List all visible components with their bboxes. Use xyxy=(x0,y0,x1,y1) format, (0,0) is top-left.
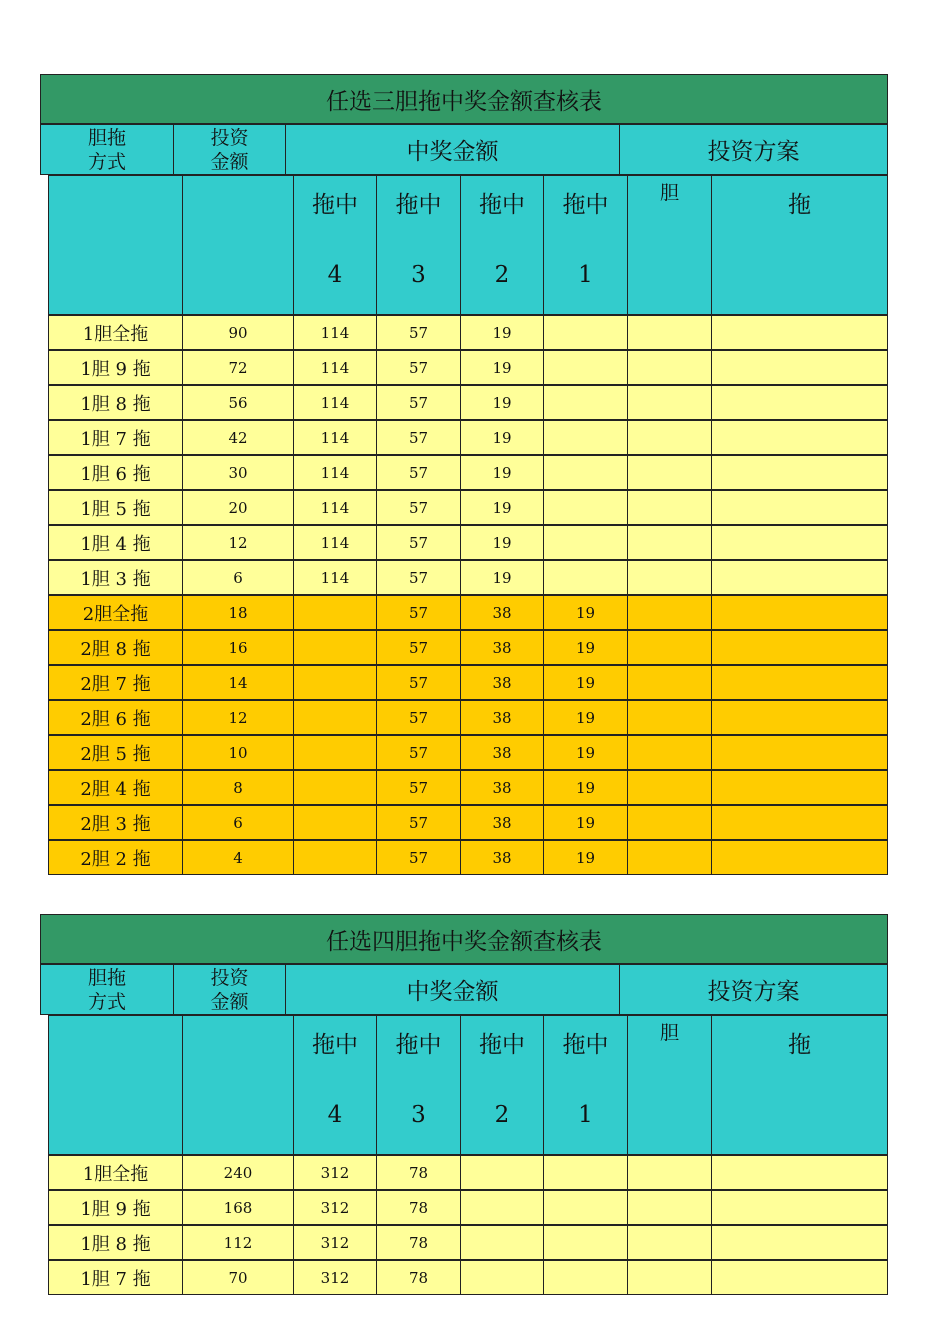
tuo2-cell: 38 xyxy=(460,595,544,630)
tuo3-cell: 78 xyxy=(376,1155,461,1190)
tuo2-cell: 38 xyxy=(460,630,544,665)
mode-cell: 1胆 8 拖 xyxy=(48,1225,183,1260)
header-dan xyxy=(627,1015,712,1155)
invest-cell: 240 xyxy=(182,1155,294,1190)
tuo2-cell: 38 xyxy=(460,700,544,735)
invest-cell: 90 xyxy=(182,315,294,350)
mode-cell: 2胆 5 拖 xyxy=(48,735,183,770)
header-blank-invest xyxy=(182,175,294,315)
tuo-label: 拖中 xyxy=(312,1032,358,1058)
tuo4-cell xyxy=(293,805,377,840)
table-body xyxy=(48,315,888,875)
header-plan: 投资方案 xyxy=(619,124,888,175)
dan-cell xyxy=(627,490,712,525)
tuo1-cell: 19 xyxy=(543,805,628,840)
tuo1-cell: 19 xyxy=(543,840,628,875)
tuo2-cell: 19 xyxy=(460,455,544,490)
header-invest xyxy=(173,964,286,1015)
tuo1-cell: 19 xyxy=(543,700,628,735)
tuo1-cell xyxy=(543,420,628,455)
tuo3-cell: 57 xyxy=(376,455,461,490)
header-tuo-4 xyxy=(293,175,377,315)
invest-cell: 42 xyxy=(182,420,294,455)
tuo-label: 拖中 xyxy=(562,1032,609,1058)
header-prize: 中奖金额 xyxy=(285,964,620,1015)
tuo4-cell: 312 xyxy=(293,1190,377,1225)
invest-cell: 14 xyxy=(182,665,294,700)
tuo3-cell: 57 xyxy=(376,735,461,770)
tuo3-cell: 57 xyxy=(376,805,461,840)
dan-cell xyxy=(627,350,712,385)
tuo1-cell: 19 xyxy=(543,630,628,665)
invest-cell: 12 xyxy=(182,700,294,735)
header-row-1 xyxy=(40,124,888,175)
tuo3-cell: 57 xyxy=(376,665,461,700)
tuo1-cell: 19 xyxy=(543,735,628,770)
tuo2-cell xyxy=(460,1155,544,1190)
tuo4-cell xyxy=(293,630,377,665)
tuo3-cell: 57 xyxy=(376,630,461,665)
tuo4-cell: 114 xyxy=(293,525,377,560)
tuo-label: 拖中 xyxy=(479,192,525,218)
tuo-plan-cell xyxy=(711,735,888,770)
tuo3-cell: 57 xyxy=(376,350,461,385)
invest-cell: 6 xyxy=(182,560,294,595)
header-row-2 xyxy=(48,175,888,315)
tuo1-cell xyxy=(543,525,628,560)
tuo-plan-cell xyxy=(711,1225,888,1260)
tuo2-cell: 19 xyxy=(460,350,544,385)
tuo3-cell: 78 xyxy=(376,1225,461,1260)
invest-cell: 72 xyxy=(182,350,294,385)
dan-cell xyxy=(627,1260,712,1295)
table-row xyxy=(48,595,888,630)
tuo-plan-cell xyxy=(711,770,888,805)
tuo1-cell xyxy=(543,350,628,385)
tuo1-cell xyxy=(543,1155,628,1190)
mode-cell: 1胆全拖 xyxy=(48,1155,183,1190)
header-tuo-2 xyxy=(460,1015,544,1155)
tuo-plan-cell xyxy=(711,665,888,700)
tuo-number: 3 xyxy=(411,262,426,288)
dan-label: 胆 xyxy=(659,1022,679,1044)
table-row xyxy=(48,1190,888,1225)
invest-cell: 6 xyxy=(182,805,294,840)
tuo3-cell: 78 xyxy=(376,1260,461,1295)
tuo-label: 拖中 xyxy=(395,192,442,218)
table-row xyxy=(48,525,888,560)
header-tuo-plan xyxy=(711,175,888,315)
tuo3-cell: 57 xyxy=(376,315,461,350)
header-blank-mode xyxy=(48,1015,183,1155)
tuo-plan-label: 拖 xyxy=(788,1032,811,1058)
dan-cell xyxy=(627,1155,712,1190)
table-row xyxy=(48,420,888,455)
header-mode-label: 胆拖 方式 xyxy=(87,966,126,1013)
header-tuo-3 xyxy=(376,1015,461,1155)
invest-cell: 18 xyxy=(182,595,294,630)
tuo-number: 2 xyxy=(494,262,510,288)
header-prize: 中奖金额 xyxy=(285,124,620,175)
tuo1-cell xyxy=(543,1190,628,1225)
tuo-plan-cell xyxy=(711,840,888,875)
header-mode-label: 胆拖 方式 xyxy=(87,126,126,173)
table-row xyxy=(48,700,888,735)
invest-cell: 112 xyxy=(182,1225,294,1260)
tuo3-cell: 57 xyxy=(376,420,461,455)
table-row xyxy=(48,805,888,840)
tuo1-cell xyxy=(543,385,628,420)
tuo-number: 1 xyxy=(578,262,593,288)
tuo3-cell: 57 xyxy=(376,525,461,560)
tuo4-cell xyxy=(293,735,377,770)
tuo-plan-cell xyxy=(711,525,888,560)
mode-cell: 1胆 7 拖 xyxy=(48,1260,183,1295)
header-tuo-plan xyxy=(711,1015,888,1155)
dan-cell xyxy=(627,735,712,770)
header-blank-invest xyxy=(182,1015,294,1155)
dan-cell xyxy=(627,420,712,455)
invest-cell: 20 xyxy=(182,490,294,525)
tuo1-cell xyxy=(543,560,628,595)
invest-cell: 4 xyxy=(182,840,294,875)
tuo4-cell xyxy=(293,770,377,805)
header-tuo-2 xyxy=(460,175,544,315)
tuo2-cell: 38 xyxy=(460,840,544,875)
tuo-label: 拖中 xyxy=(479,1032,525,1058)
tuo4-cell: 114 xyxy=(293,560,377,595)
dan-cell xyxy=(627,595,712,630)
invest-cell: 16 xyxy=(182,630,294,665)
header-row-1 xyxy=(40,964,888,1015)
header-mode xyxy=(40,124,174,175)
table-row xyxy=(48,455,888,490)
table-row xyxy=(48,630,888,665)
header-blank-mode xyxy=(48,175,183,315)
tuo3-cell: 57 xyxy=(376,770,461,805)
mode-cell: 2胆 4 拖 xyxy=(48,770,183,805)
tuo2-cell: 19 xyxy=(460,560,544,595)
tuo1-cell xyxy=(543,1260,628,1295)
table-row xyxy=(48,490,888,525)
dan-label: 胆 xyxy=(659,182,679,204)
tuo3-cell: 57 xyxy=(376,490,461,525)
table-2 xyxy=(40,914,888,1295)
dan-cell xyxy=(627,700,712,735)
tuo-plan-cell xyxy=(711,1190,888,1225)
mode-cell: 2胆 2 拖 xyxy=(48,840,183,875)
tuo1-cell xyxy=(543,490,628,525)
tuo-plan-cell xyxy=(711,1155,888,1190)
tuo3-cell: 57 xyxy=(376,700,461,735)
mode-cell: 2胆 8 拖 xyxy=(48,630,183,665)
table-row xyxy=(48,840,888,875)
mode-cell: 1胆 5 拖 xyxy=(48,490,183,525)
table-row xyxy=(48,1225,888,1260)
dan-cell xyxy=(627,385,712,420)
tuo-plan-cell xyxy=(711,490,888,525)
tuo4-cell: 114 xyxy=(293,420,377,455)
dan-cell xyxy=(627,1190,712,1225)
table-row xyxy=(48,735,888,770)
header-tuo-1 xyxy=(543,175,628,315)
tuo2-cell: 38 xyxy=(460,770,544,805)
header-plan: 投资方案 xyxy=(619,964,888,1015)
tuo4-cell: 114 xyxy=(293,385,377,420)
mode-cell: 1胆 9 拖 xyxy=(48,1190,183,1225)
tuo4-cell xyxy=(293,595,377,630)
invest-cell: 10 xyxy=(182,735,294,770)
tuo2-cell: 19 xyxy=(460,385,544,420)
header-invest-label: 投资 金额 xyxy=(210,126,249,173)
dan-cell xyxy=(627,1225,712,1260)
tuo4-cell xyxy=(293,665,377,700)
header-dan xyxy=(627,175,712,315)
tuo2-cell: 19 xyxy=(460,420,544,455)
tuo4-cell: 114 xyxy=(293,350,377,385)
invest-cell: 168 xyxy=(182,1190,294,1225)
tuo3-cell: 57 xyxy=(376,560,461,595)
tuo-number: 4 xyxy=(327,262,343,288)
tuo4-cell: 312 xyxy=(293,1225,377,1260)
tuo-plan-cell xyxy=(711,455,888,490)
mode-cell: 1胆 7 拖 xyxy=(48,420,183,455)
tuo2-cell: 38 xyxy=(460,735,544,770)
invest-cell: 30 xyxy=(182,455,294,490)
tuo-plan-cell xyxy=(711,630,888,665)
tuo3-cell: 57 xyxy=(376,385,461,420)
invest-cell: 56 xyxy=(182,385,294,420)
tuo2-cell: 38 xyxy=(460,805,544,840)
header-tuo-3 xyxy=(376,175,461,315)
tuo-plan-cell xyxy=(711,595,888,630)
mode-cell: 2胆全拖 xyxy=(48,595,183,630)
table-row xyxy=(48,315,888,350)
tuo3-cell: 57 xyxy=(376,595,461,630)
mode-cell: 1胆 6 拖 xyxy=(48,455,183,490)
tuo2-cell: 19 xyxy=(460,490,544,525)
tuo1-cell xyxy=(543,315,628,350)
tuo4-cell: 114 xyxy=(293,315,377,350)
table-row xyxy=(48,385,888,420)
dan-cell xyxy=(627,525,712,560)
tuo-number: 1 xyxy=(578,1102,593,1128)
dan-cell xyxy=(627,315,712,350)
table-1 xyxy=(40,74,888,875)
table-row xyxy=(48,560,888,595)
tuo-label: 拖中 xyxy=(395,1032,442,1058)
tuo4-cell: 312 xyxy=(293,1260,377,1295)
table-row xyxy=(48,1260,888,1295)
tuo4-cell: 114 xyxy=(293,490,377,525)
tuo-number: 4 xyxy=(327,1102,343,1128)
tuo2-cell: 19 xyxy=(460,525,544,560)
dan-cell xyxy=(627,560,712,595)
header-mode xyxy=(40,964,174,1015)
tuo4-cell xyxy=(293,840,377,875)
tuo1-cell xyxy=(543,1225,628,1260)
mode-cell: 1胆全拖 xyxy=(48,315,183,350)
tuo4-cell: 114 xyxy=(293,455,377,490)
tuo-plan-label: 拖 xyxy=(788,192,811,218)
table-row xyxy=(48,1155,888,1190)
table-title: 任选四胆拖中奖金额查核表 xyxy=(40,914,888,964)
dan-cell xyxy=(627,770,712,805)
tuo-label: 拖中 xyxy=(312,192,358,218)
header-row-2 xyxy=(48,1015,888,1155)
tuo1-cell xyxy=(543,455,628,490)
tuo1-cell: 19 xyxy=(543,595,628,630)
tuo-plan-cell xyxy=(711,805,888,840)
invest-cell: 70 xyxy=(182,1260,294,1295)
dan-cell xyxy=(627,630,712,665)
dan-cell xyxy=(627,840,712,875)
table-row xyxy=(48,665,888,700)
tuo2-cell xyxy=(460,1190,544,1225)
mode-cell: 1胆 8 拖 xyxy=(48,385,183,420)
dan-cell xyxy=(627,805,712,840)
header-invest xyxy=(173,124,286,175)
tuo-plan-cell xyxy=(711,385,888,420)
table-title: 任选三胆拖中奖金额查核表 xyxy=(40,74,888,124)
mode-cell: 1胆 4 拖 xyxy=(48,525,183,560)
tuo2-cell xyxy=(460,1260,544,1295)
tuo2-cell: 19 xyxy=(460,315,544,350)
tuo-plan-cell xyxy=(711,350,888,385)
tuo4-cell: 312 xyxy=(293,1155,377,1190)
header-tuo-1 xyxy=(543,1015,628,1155)
mode-cell: 2胆 6 拖 xyxy=(48,700,183,735)
invest-cell: 8 xyxy=(182,770,294,805)
invest-cell: 12 xyxy=(182,525,294,560)
tuo2-cell: 38 xyxy=(460,665,544,700)
table-row xyxy=(48,350,888,385)
tuo1-cell: 19 xyxy=(543,770,628,805)
tuo-number: 2 xyxy=(494,1102,510,1128)
tuo-plan-cell xyxy=(711,315,888,350)
header-invest-label: 投资 金额 xyxy=(210,966,249,1013)
table-body xyxy=(48,1155,888,1295)
dan-cell xyxy=(627,665,712,700)
tuo-plan-cell xyxy=(711,1260,888,1295)
tuo-label: 拖中 xyxy=(562,192,609,218)
tuo3-cell: 57 xyxy=(376,840,461,875)
table-row xyxy=(48,770,888,805)
mode-cell: 1胆 9 拖 xyxy=(48,350,183,385)
tuo-plan-cell xyxy=(711,700,888,735)
tuo2-cell xyxy=(460,1225,544,1260)
tuo1-cell: 19 xyxy=(543,665,628,700)
mode-cell: 1胆 3 拖 xyxy=(48,560,183,595)
tuo-plan-cell xyxy=(711,560,888,595)
dan-cell xyxy=(627,455,712,490)
mode-cell: 2胆 7 拖 xyxy=(48,665,183,700)
tuo3-cell: 78 xyxy=(376,1190,461,1225)
header-tuo-4 xyxy=(293,1015,377,1155)
tuo-plan-cell xyxy=(711,420,888,455)
mode-cell: 2胆 3 拖 xyxy=(48,805,183,840)
tuo4-cell xyxy=(293,700,377,735)
tuo-number: 3 xyxy=(411,1102,426,1128)
